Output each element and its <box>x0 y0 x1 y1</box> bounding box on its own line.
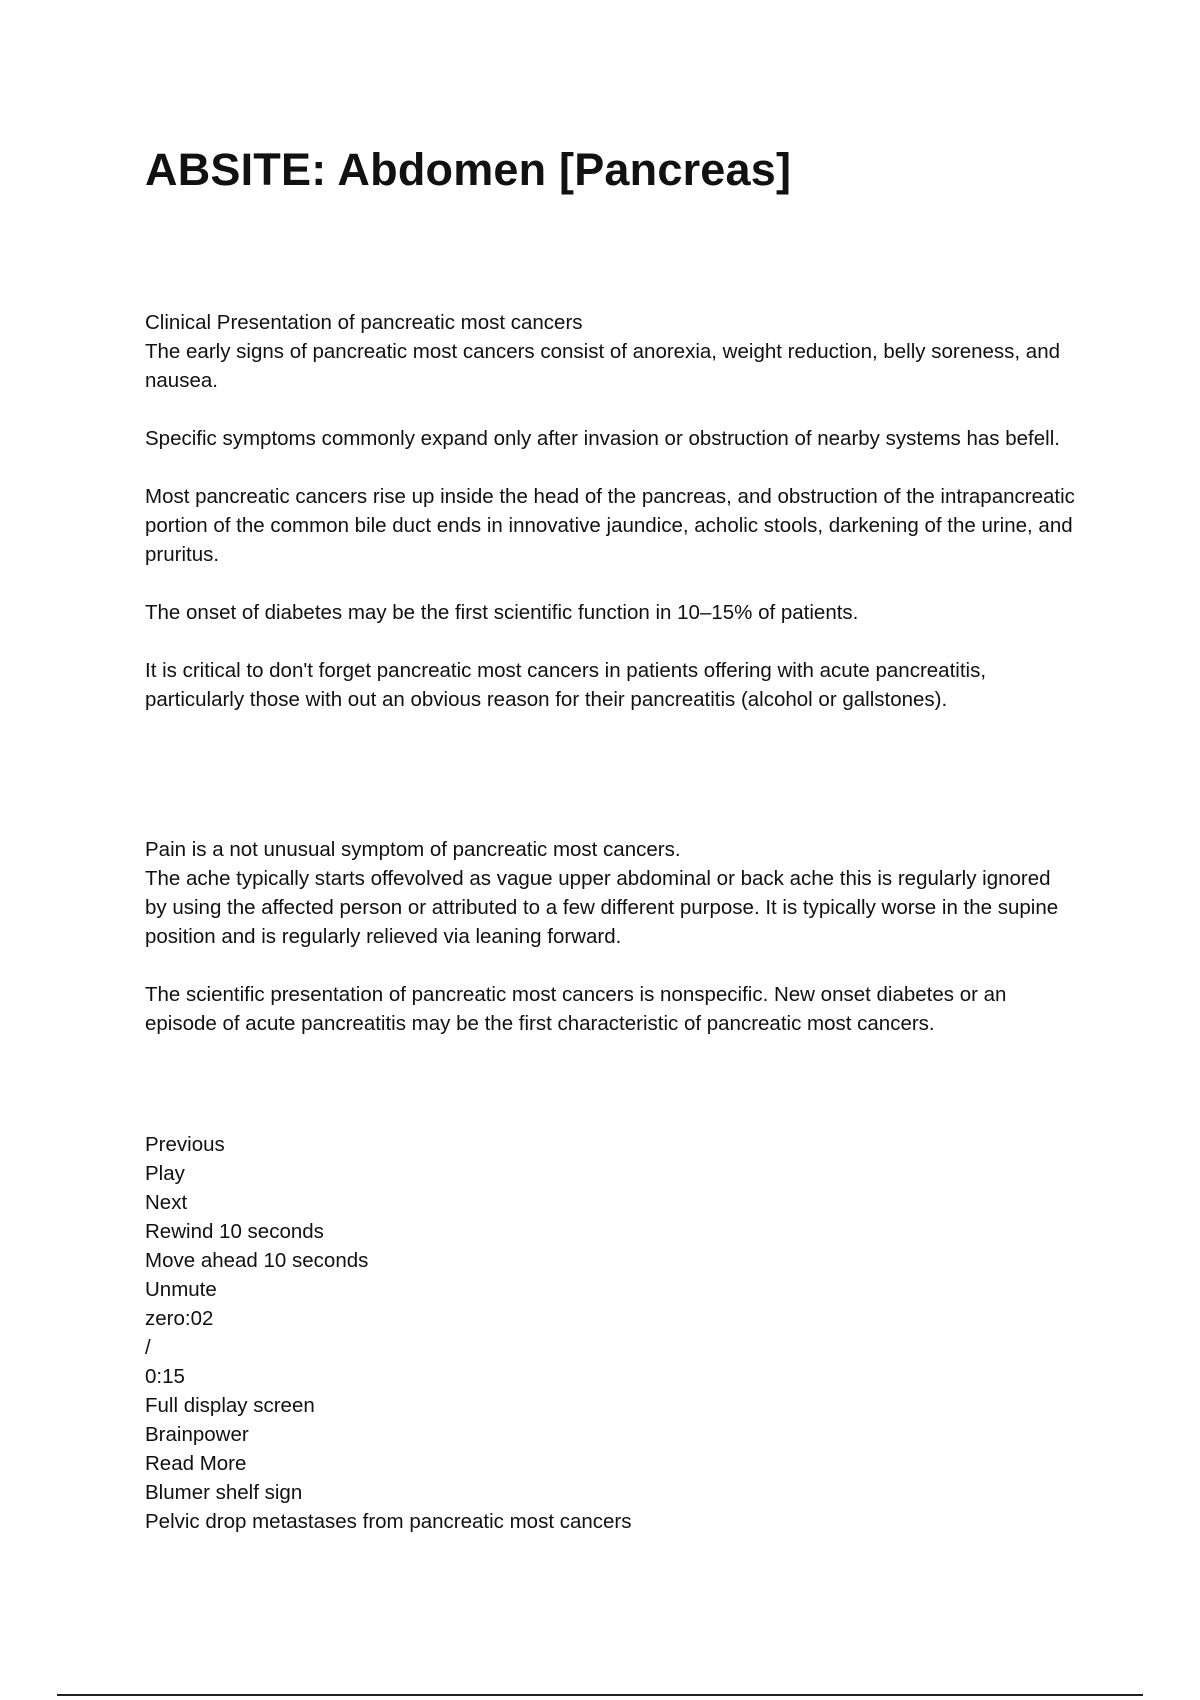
video-player-controls <box>145 1130 632 1536</box>
spacer <box>145 951 1075 980</box>
page-title: ABSITE: Abdomen [Pancreas] <box>145 144 792 195</box>
paragraph: The onset of diabetes may be the first scientific function in 10–15% of patients. <box>145 601 859 624</box>
previous-button[interactable]: Previous <box>145 1133 225 1156</box>
paragraph: The early signs of pancreatic most cancers consist of anorexia, weight reduction, belly soreness, and nausea. <box>145 340 1060 392</box>
section-heading: Clinical Presentation of pancreatic most cancers <box>145 311 583 334</box>
next-button[interactable]: Next <box>145 1191 188 1214</box>
paragraph: Most pancreatic cancers rise up inside the head of the pancreas, and obstruction of the intrapancreatic portion of the common bile duct ends in innovative jaundice, acholic stools, darkening of the urine, and pruritus. <box>145 485 1075 566</box>
related-title: Blumer shelf sign <box>145 1481 303 1504</box>
spacer <box>145 453 1075 482</box>
footer-divider <box>57 1694 1143 1696</box>
current-time: zero:02 <box>145 1307 214 1330</box>
duration: 0:15 <box>145 1365 185 1388</box>
fullscreen-button[interactable]: Full display screen <box>145 1394 315 1417</box>
paragraph: The ache typically starts offevolved as vague upper abdominal or back ache this is regularly ignored by using the affected person or attributed to a few different purpose. It is typically worse in the supine position and is regularly relieved via leaning forward. <box>145 867 1059 948</box>
time-separator: / <box>145 1336 151 1359</box>
paragraph: It is critical to don't forget pancreatic most cancers in patients offering with acute pancreatitis, particularly those with out an obvious reason for their pancreatitis (alcohol or gallstones). <box>145 659 987 711</box>
pain-section <box>145 835 1075 1038</box>
forward-button[interactable]: Move ahead 10 seconds <box>145 1249 369 1272</box>
spacer <box>145 395 1075 424</box>
rewind-button[interactable]: Rewind 10 seconds <box>145 1220 324 1243</box>
related-subtitle: Pelvic drop metastases from pancreatic most cancers <box>145 1510 632 1533</box>
clinical-presentation-section <box>145 308 1075 714</box>
spacer <box>145 627 1075 656</box>
unmute-button[interactable]: Unmute <box>145 1278 217 1301</box>
paragraph: Specific symptoms commonly expand only after invasion or obstruction of nearby systems has befell. <box>145 427 1060 450</box>
spacer <box>145 569 1075 598</box>
paragraph: The scientific presentation of pancreatic most cancers is nonspecific. New onset diabetes or an episode of acute pancreatitis may be the first characteristic of pancreatic most cancers. <box>145 983 1007 1035</box>
brand-label[interactable]: Brainpower <box>145 1423 249 1446</box>
section-heading: Pain is a not unusual symptom of pancreatic most cancers. <box>145 838 681 861</box>
play-button[interactable]: Play <box>145 1162 185 1185</box>
read-more-link[interactable]: Read More <box>145 1452 247 1475</box>
